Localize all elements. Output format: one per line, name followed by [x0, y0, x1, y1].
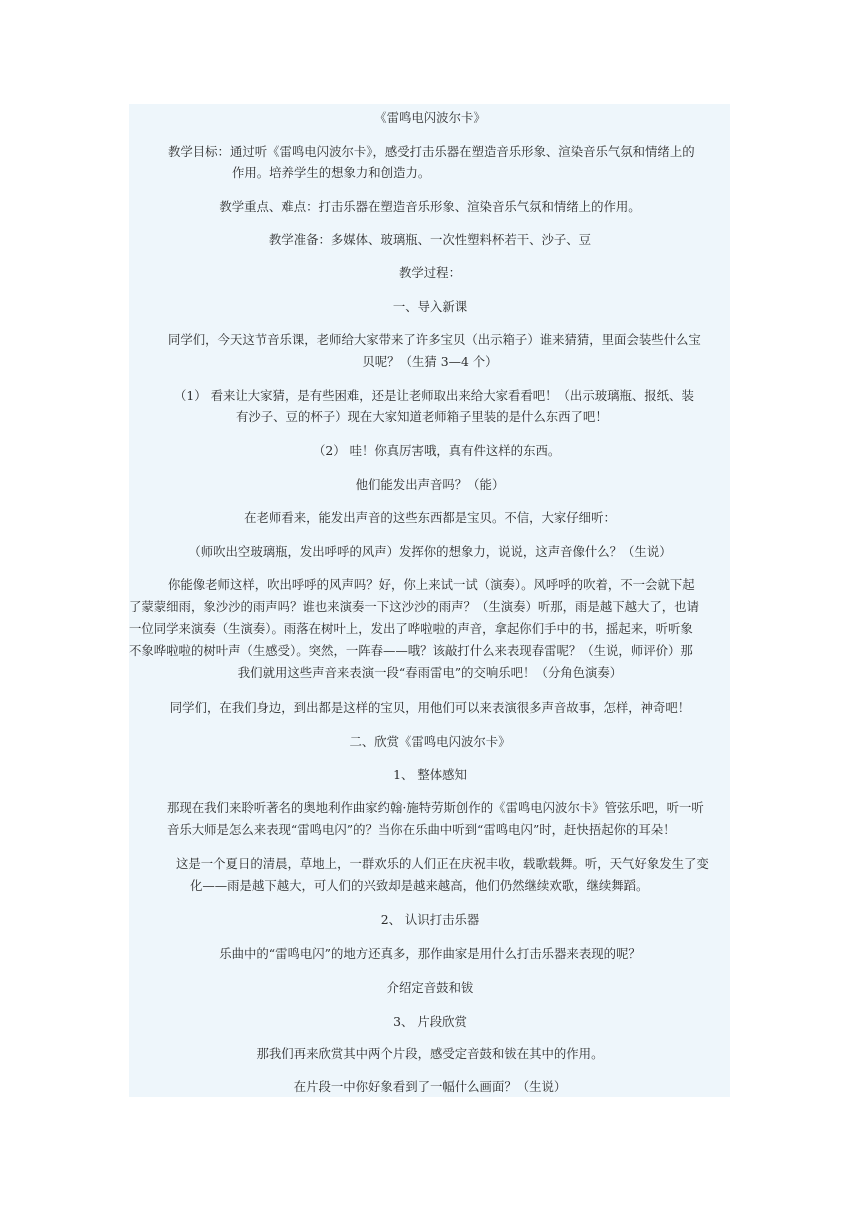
text-line: 教学重点、难点：打击乐器在塑造音乐形象、渲染音乐气氛和情绪上的作用。 [219, 199, 641, 214]
text-line: 那我们再来欣赏其中两个片段，感受定音鼓和钹在其中的作用。 [256, 1046, 604, 1061]
text-line: （2） 哇！你真厉害哦，真有件这样的东西。 [313, 443, 561, 458]
text-line: 不象哗啦啦的树叶声（生感受）。突然，一阵春——哦？该敲打什么来表现春雷呢？（生说，师评价）那 [129, 643, 693, 658]
text-line: （师吹出空玻璃瓶，发出呼呼的风声）发挥你的想象力，说说，这声音像什么？（生说） [188, 544, 672, 559]
section-heading: 一、导入新课 [392, 299, 468, 314]
text-line: 化——雨是越下越大，可人们的兴致却是越来越高，他们仍然继续欢歌，继续舞蹈。 [190, 878, 649, 893]
text-line: 了蒙蒙细雨，象沙沙的雨声吗？谁也来演奏一下这沙沙的雨声？（生演奏）听那，雨是越下越大了，也请 [129, 599, 699, 614]
text-line: 在片段一中你好象看到了一幅什么画面？（生说） [293, 1079, 567, 1094]
text-line: 你能像老师这样，吹出呼呼的风声吗？好，你上来试一试（演奏）。风呼呼的吹着，不一会就下起 [168, 577, 695, 592]
text-line: 那现在我们来聆听著名的奥地利作曲家约翰·施特劳斯创作的《雷鸣电闪波尔卡》管弦乐吧，听一听 [167, 800, 704, 815]
subsection-heading: 1、 整体感知 [393, 767, 467, 782]
text-line: 有沙子、豆的杯子）现在大家知道老师箱子里装的是什么东西了吧！ [236, 409, 608, 424]
text-line: 贝呢？（生猜 3—4 个） [362, 354, 498, 369]
text-line: 乐曲中的“雷鸣电闪”的地方还真多，那作曲家是用什么打击乐器来表现的呢？ [219, 946, 641, 961]
section-heading: 二、欣赏《雷鸣电闪波尔卡》 [349, 734, 511, 749]
text-line: 他们能发出声音吗？（能） [355, 477, 505, 492]
text-line: （1） 看来让大家猜，是有些困难，还是让老师取出来给大家看看吧！（出示玻璃瓶、报纸、装 [174, 388, 694, 403]
text-line: 教学目标：通过听《雷鸣电闪波尔卡》，感受打击乐器在塑造音乐形象、渲染音乐气氛和情绪上的 [168, 144, 695, 159]
text-line: 一位同学来演奏（生演奏）。雨落在树叶上，发出了哗啦啦的声音，拿起你们手中的书，摇起来，听听象 [129, 621, 693, 636]
text-line: 教学准备：多媒体、玻璃瓶、一次性塑料杯若干、沙子、豆 [268, 232, 592, 247]
text-line: 音乐大师是怎么来表现“雷鸣电闪”的？当你在乐曲中听到“雷鸣电闪”时，赶快捂起你的耳朵！ [167, 822, 676, 837]
subsection-heading: 2、 认识打击乐器 [380, 912, 480, 927]
document-title: 《雷鸣电闪波尔卡》 [374, 110, 486, 125]
text-line: 作用。培养学生的想象力和创造力。 [232, 165, 431, 180]
text-line: 同学们，今天这节音乐课，老师给大家带来了许多宝贝（出示箱子）谁来猜猜，里面会装些什么宝 [168, 332, 701, 347]
text-line: 这是一个夏日的清晨，草地上，一群欢乐的人们正在庆祝丰收，载歌载舞。听，天气好象发生了变 [176, 856, 709, 871]
subsection-heading: 3、 片段欣赏 [393, 1014, 467, 1029]
text-line: 在老师看来，能发出声音的这些东西都是宝贝。不信，大家仔细听： [244, 510, 616, 525]
text-line: 介绍定音鼓和钹 [386, 980, 474, 995]
text-line: 我们就用这些声音来表演一段“春雨雷电”的交响乐吧！（分角色演奏） [237, 665, 623, 680]
text-line: 教学过程： [399, 265, 461, 280]
text-line: 同学们，在我们身边，到出都是这样的宝贝，用他们可以来表演很多声音故事，怎样，神奇吧！ [169, 700, 691, 715]
